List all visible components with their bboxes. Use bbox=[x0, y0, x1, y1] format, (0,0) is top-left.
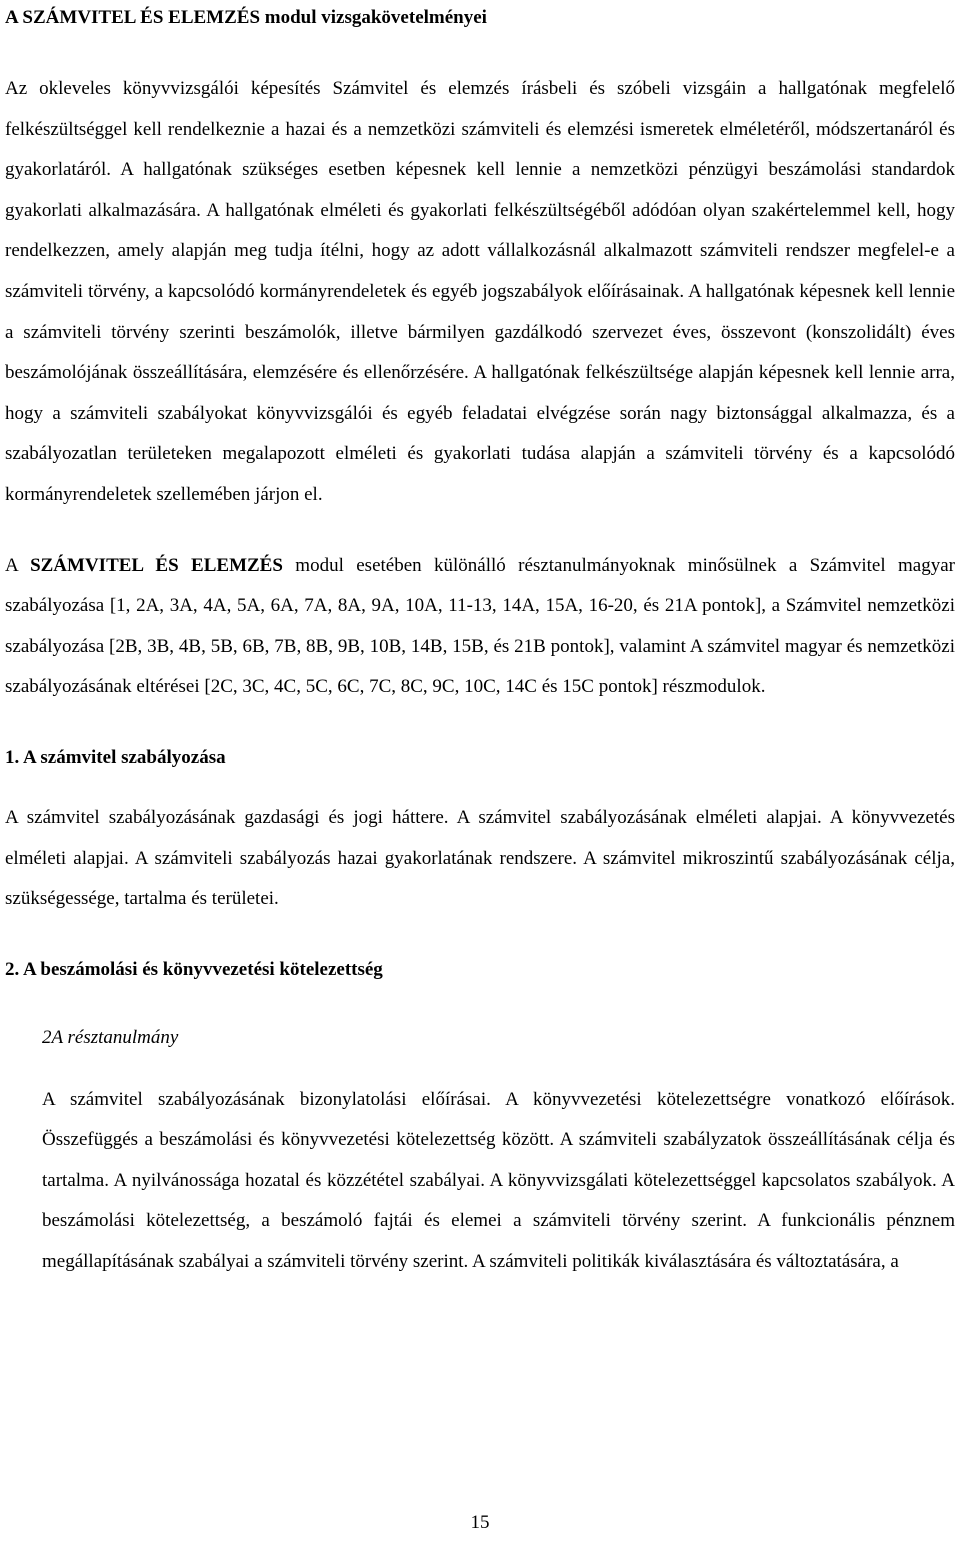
section-1-paragraph: A számvitel szabályozásának gazdasági és jogi háttere. A számvitel szabályozásának elméleti alapjai. A könyvvezetés elméleti alapjai. A számviteli szabályozás hazai gyakorlatának rendszere. A számvitel mikroszintű szabályozásának célja, szükségessége, tartalma és területei. bbox=[5, 806, 955, 910]
module-paragraph bbox=[5, 546, 955, 708]
section-1-heading: 1. A számvitel szabályozása bbox=[5, 746, 226, 768]
document-page bbox=[5, 0, 955, 1283]
title-rest: modul vizsgakövetelményei bbox=[260, 7, 487, 28]
intro-paragraph: Az okleveles könyvvizsgálói képesítés Számvitel és elemzés írásbeli és szóbeli vizsgáin a hallgatónak megfelelő felkészültséggel kell rendelkeznie a hazai és a nemzetközi számviteli és elemzési ismeretek elméletéről, módszertanáról és gyakorlatáról. A hallgatónak szükséges esetben képesnek kell lennie a nemzetközi pénzügyi beszámolási standardok gyakorlati alkalmazására. A hallgatónak elméleti és gyakorlati felkészültségéből adódóan olyan szakértelemmel kell, hogy rendelkezzen, amely alapján meg tudja ítélni, hogy az adott vállalkozásnál alkalmazott számviteli rendszer megfelel-e a számviteli törvény, a kapcsolódó kormányrendeletek és egyéb jogszabályok előírásainak. A hallgatónak képesnek kell lennie a számviteli törvény szerinti beszámolók, illetve bármilyen gazdálkodó szervezet éves, összevont (konszolidált) éves beszámolójának összeállítására, elemzésére és ellenőrzésére. A hallgatónak felkészültsége alapján képesnek kell lennie arra, hogy a számviteli szabályokat könyvvizsgálói és egyéb feladatai elvégzése során nagy biztonsággal alkalmazza, és a szabályozatlan területeken megalapozott elméleti és gyakorlati tudása alapján a számviteli törvény és a kapcsolódó kormányrendeletek szellemében járjon el. bbox=[5, 78, 955, 505]
title-module-name: A SZÁMVITEL ÉS ELEMZÉS bbox=[5, 7, 261, 28]
section-2a-subheading: 2A résztanulmány bbox=[42, 1026, 179, 1048]
module-paragraph-bold-name: SZÁMVITEL ÉS ELEMZÉS bbox=[30, 554, 283, 576]
page-number: 15 bbox=[470, 1512, 490, 1533]
section-2a-paragraph: A számvitel szabályozásának bizonylatolási előírásai. A könyvvezetési kötelezettségre vonatkozó előírások. Összefüggés a beszámolási és könyvvezetési kötelezettség között. A számviteli szabályzatok összeállításának célja és tartalma. A nyilvánossága hozatal és közzététel szabályai. A könyvvizsgálati kötelezettséggel kapcsolatos szabályok. A beszámolási kötelezettség, a beszámoló fajtái és elemei a számviteli törvény szerint. A funkcionális pénznem megállapításának szabályai a számviteli törvény szerint. A számviteli politikák kiválasztására és változtatására, a bbox=[42, 1088, 955, 1273]
module-paragraph-prefix: A bbox=[5, 554, 31, 576]
section-2-heading: 2. A beszámolási és könyvvezetési kötelezettség bbox=[5, 958, 383, 980]
module-paragraph-rest: modul esetében különálló résztanulmányoknak minősülnek a Számvitel magyar szabályozása [1, 2A, 3A, 4A, 5A, 6A, 7A, 8A, 9A, 10A, 11-13, 14A, 15A, 16-20, és 21A pontok], a Számvitel nemzetközi szabályozása [2B, 3B, 4B, 5B, 6B, 7B, 8B, 9B, 10B, 14B, 15B, és 21B pontok], valamint A számvitel magyar és nemzetközi szabályozásának eltérései [2C, 3C, 4C, 5C, 6C, 7C, 8C, 9C, 10C, 14C és 15C pontok] részmodulok. bbox=[5, 554, 955, 698]
document-title bbox=[5, 4, 955, 32]
